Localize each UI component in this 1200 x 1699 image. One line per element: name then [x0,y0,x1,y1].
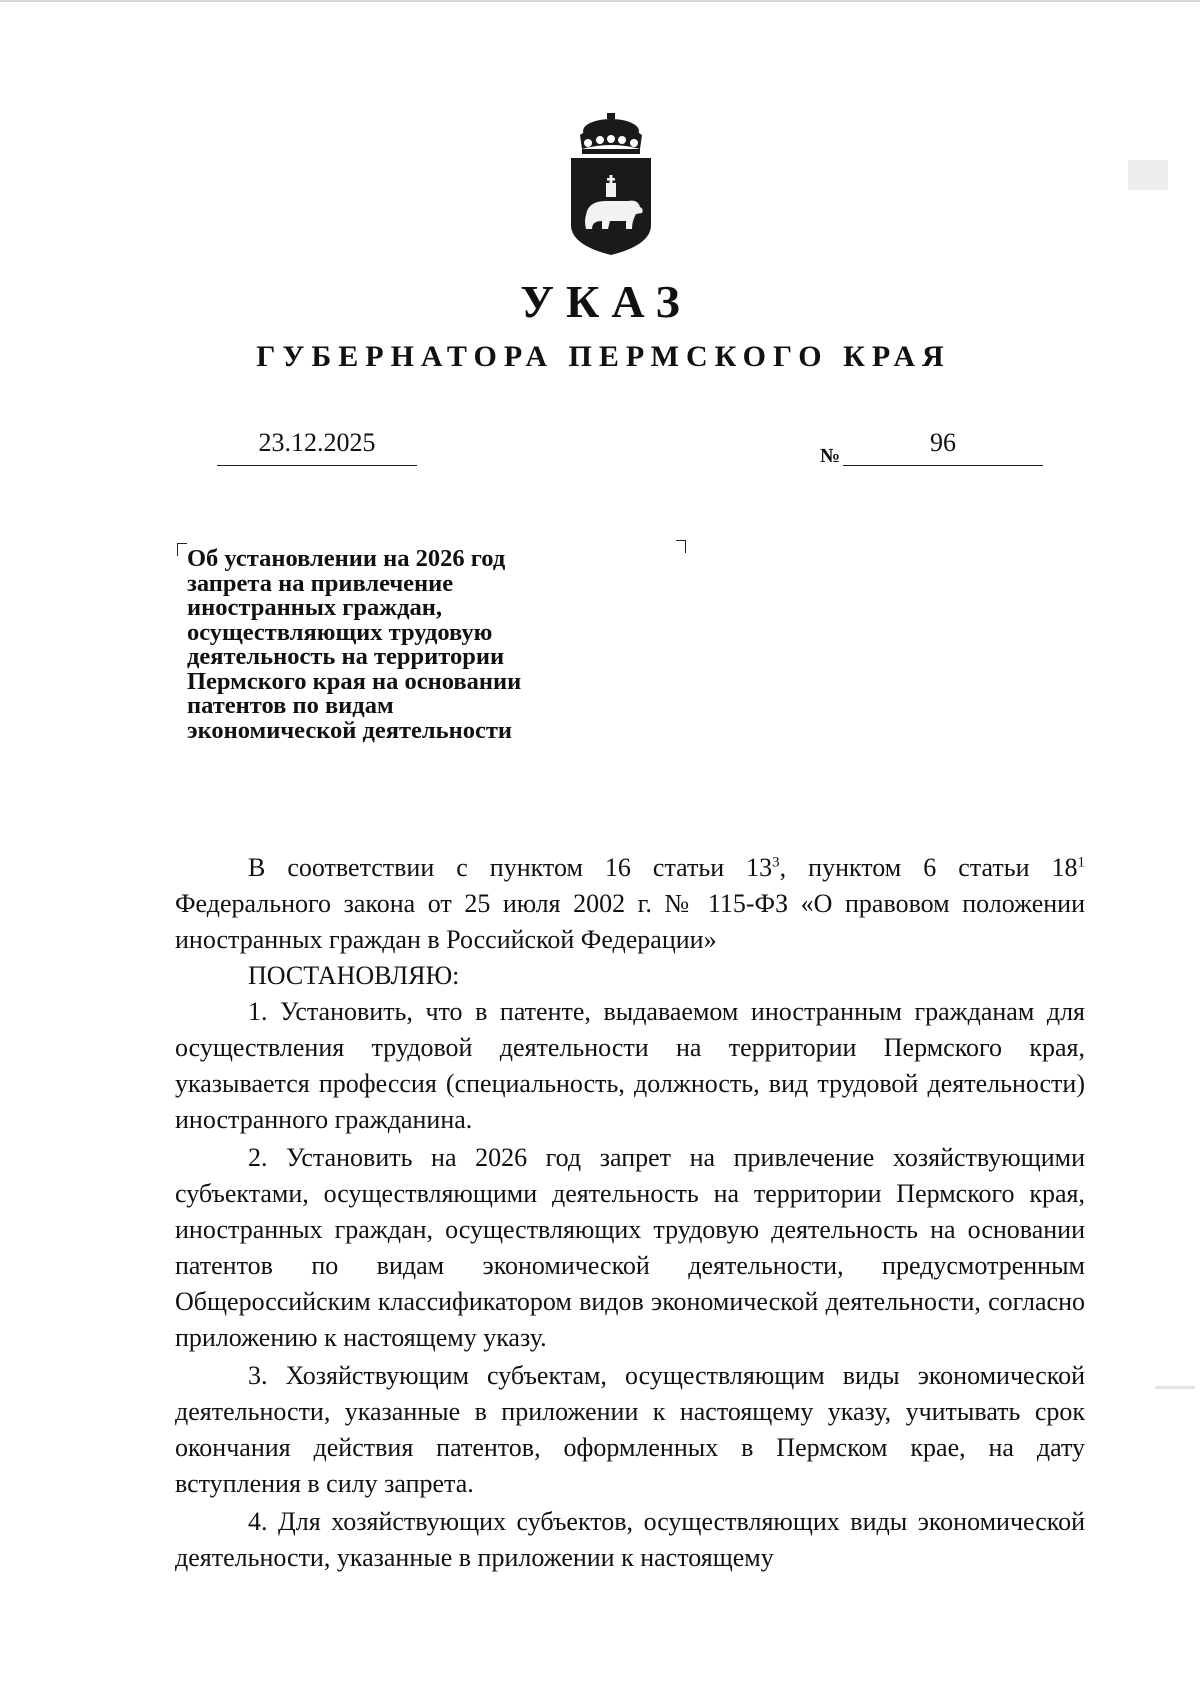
decree-word: ПОСТАНОВЛЯЮ: [248,961,460,990]
preamble-paragraph [175,850,1085,958]
scan-noise [1155,1386,1195,1389]
preamble-text-2: , пунктом 6 статьи 18 [779,853,1078,882]
document-subject [187,547,607,743]
subject-line: экономической деятельности [187,716,513,744]
clause-paragraph: 1. Установить, что в патенте, выдаваемом иностранным гражданам для осуществления трудовой деятельности на территории Пермского края, указывается профессия (специальность, должность, вид трудовой деятельности) иностранного гражданина. [175,997,1085,1134]
document-date: 23.12.2025 [258,428,376,457]
page-top-edge [0,0,1200,2]
preamble-sup-1: 3 [772,854,780,871]
document-issuer: ГУБЕРНАТОРА ПЕРМСКОГО КРАЯ [256,340,951,373]
subject-line: Пермского края на основании [187,667,522,695]
subject-line: осуществляющих трудовую [187,618,493,646]
clause-paragraph: 3. Хозяйствующим субъектам, осуществляющим виды экономической деятельности, указанные в приложении к настоящему указу, учитывать срок окончания действия патентов, оформленных в Пермском крае, на дату вступления в силу запрета. [175,1361,1085,1498]
preamble-text-3: Федерального закона от 25 июля 2002 г. № 115-ФЗ «О правовом положении иностранных граждан в Российской Федерации» [175,889,1085,954]
subject-line: Об установлении на 2026 год [187,545,506,572]
document-title: УКАЗ [520,276,692,327]
preamble-sup-2: 1 [1077,854,1085,871]
subject-line: запрета на привлечение [187,569,454,597]
subject-line: деятельность на территории [187,643,505,670]
subject-line: патентов по видам [187,692,394,719]
number-sign: № [820,445,841,467]
subject-corner-left [177,543,187,556]
subject-corner-right [676,540,686,553]
clause-paragraph: 4. Для хозяйствующих субъектов, осуществляющих виды экономической деятельности, указанные в приложении к настоящему [175,1507,1085,1572]
coat-of-arms-icon [566,113,656,263]
document-body [175,850,1085,1576]
subject-line: иностранных граждан, [187,594,442,621]
number-underline [843,465,1043,466]
date-underline [217,465,417,466]
scan-noise [1128,160,1168,190]
document-number: 96 [930,428,956,457]
clause-paragraph: 2. Установить на 2026 год запрет на привлечение хозяйствующими субъектами, осуществляющими деятельность на территории Пермского края, иностранных граждан, осуществляющих трудовую деятельность на основании патентов по видам экономической деятельности, предусмотренным Общероссийским классификатором видов экономической деятельности, согласно приложению к настоящему указу. [175,1143,1085,1352]
crown-icon [580,113,642,154]
preamble-text-1: В соответствии с пунктом 16 статьи 13 [248,853,773,882]
